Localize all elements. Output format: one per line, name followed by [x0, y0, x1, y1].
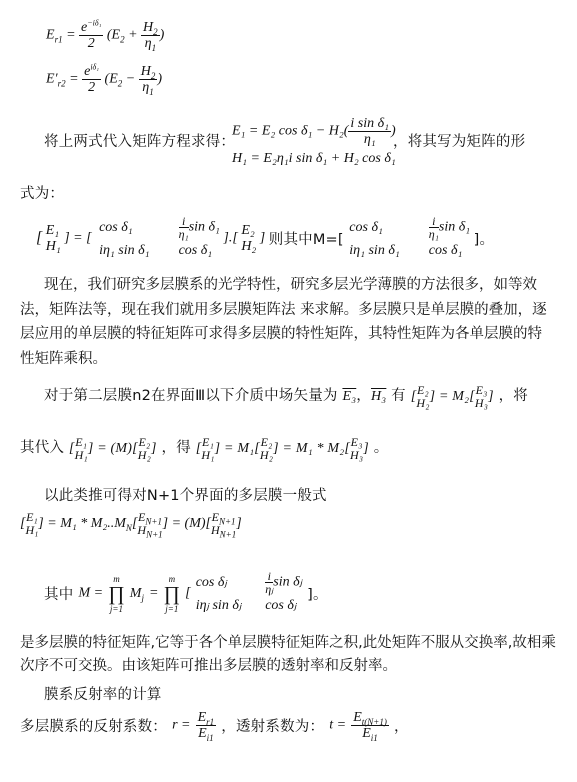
product-end: ]。 [307, 587, 328, 603]
eq: = M₁ [223, 441, 255, 457]
eq: = (M) [97, 441, 133, 457]
m21: iη₁ sin δ₁ [349, 243, 400, 258]
end-text: 。 [373, 440, 389, 457]
equation-h1: H₁ = E₂η₁i sin δ₁ + H₂ cos δ₁ [232, 151, 396, 166]
substitute-text-3: 式为： [20, 186, 65, 202]
sub: r1 [206, 716, 215, 727]
eq: = M₁ * M₂ [282, 441, 345, 457]
eq-fraction [82, 64, 101, 95]
top: E [211, 510, 219, 524]
m11: cos δ₁ [99, 219, 133, 235]
m12-num: i [181, 214, 186, 228]
eq-text: E₁ = E₂ cos δ₁ − H₂( [232, 123, 349, 139]
num: e [81, 20, 88, 35]
sub: 1 [151, 42, 157, 53]
mj-sub: j [141, 592, 144, 603]
lhs-vector [46, 223, 61, 255]
substitute-text: 将上两式代入矩阵方程求得： [44, 134, 236, 150]
den: 2 [87, 36, 95, 51]
vector-e3: E₃ [342, 389, 357, 405]
product-lhs: M = [78, 585, 104, 601]
den: E [362, 726, 371, 741]
sub2-text-2: ，得 [161, 440, 191, 457]
eq-lhs: E′ [46, 71, 58, 87]
matrix-text: 则其中M=[ [268, 232, 344, 248]
sub2-eq2: [ E₁ H₁ ] = M₁[ E₂ H₂ ] = M₁ * M₂[ E₃ H₃ ] [195, 435, 369, 462]
m22: cos δ₁ [178, 243, 213, 258]
eq-fraction-h [139, 64, 158, 95]
vec-top: E₁ [45, 222, 60, 238]
sub: 1 [149, 86, 154, 97]
sup: −iδ₁ [87, 18, 102, 28]
eq-fraction [79, 20, 103, 51]
eq-m2: = M₂ [438, 389, 470, 405]
equation-er1 [46, 20, 164, 51]
substitute-line-2 [20, 436, 388, 462]
vector-h3: H₃ [370, 389, 387, 405]
paren-open: (E [106, 27, 121, 43]
r-fraction [196, 710, 217, 741]
eq-fraction-h [141, 20, 160, 51]
substitute-text-2: ，将其写为矩阵的形 [393, 134, 526, 150]
den: E [198, 726, 207, 741]
bot: H [137, 523, 147, 537]
bracket-dot: ].[ [223, 230, 238, 246]
minus: − [122, 71, 139, 87]
sub: N [125, 523, 132, 534]
sub2-eq1: [ E₁ H₁ ] = (M)[ E₂ H₂ ] [68, 435, 157, 462]
den: η₁ [363, 132, 376, 147]
m12-den: η₁ [428, 227, 439, 241]
plus: + [124, 27, 142, 43]
num: E [197, 710, 207, 725]
m22: cos δⱼ [265, 598, 297, 613]
sub: 2 [120, 34, 125, 45]
m12-tail: sin δ₁ [188, 219, 220, 235]
paren-close: ) [157, 71, 163, 87]
bot: H [210, 523, 220, 537]
product-eq: 其中 M = m ∏ j=1 $M_j$ = m ∏ j=1 [ cos δⱼ $\frac{i}{\text{ηⱼ}}$ sin δⱼ iηⱼ sin δⱼ cos δⱼ ]。 [44, 570, 328, 617]
matrix-end: ]。 [473, 232, 495, 248]
has-text: 有 [391, 388, 406, 405]
second-layer-text: 对于第二层膜n2在界面Ⅲ以下介质中场矢量为 [44, 388, 338, 405]
num: i sin δ₁ [350, 116, 390, 131]
equation-er2 [46, 64, 162, 95]
num: H [140, 64, 151, 79]
general-text: 以此类推可得对N+1个界面的多层膜一般式 [44, 488, 327, 504]
matrix-mj [196, 570, 302, 617]
reflect-text: 多层膜系的反射系数： [20, 719, 167, 735]
sub: N+1 [219, 529, 237, 540]
m22: cos δ₁ [428, 243, 463, 258]
end-text: ， [393, 719, 409, 735]
product-sign-2: m ∏ j=1 [163, 573, 181, 614]
heading-reflect: 膜系反射率的计算 [44, 687, 162, 703]
end-text: ，将 [498, 388, 529, 405]
eq-sub: r2 [57, 78, 66, 89]
vec-bot: H₁ [45, 238, 61, 254]
prod-top: m [113, 573, 120, 584]
sub: 2 [150, 70, 156, 81]
paragraph-intro: 现在，我们研究多层膜系的光学特性，研究多层光学薄膜的方法很多，如等效法，矩阵法等，现在我们就用多层膜矩阵法 来求解。多层膜只是单层膜的叠加，逐层应用的单层膜的特征矩阵可求得多层膜的特性矩阵，其特性矩阵为各单层膜的特性矩阵乘积。 [20, 277, 547, 367]
m12-num: i [267, 569, 271, 583]
num: e [84, 64, 91, 79]
vec-bot: H₂ [241, 238, 257, 254]
rhs-vector [241, 223, 256, 255]
t-lhs: t = [329, 717, 347, 733]
paren-close: ) [159, 27, 165, 43]
sub: N+1 [218, 516, 236, 527]
transmit-text: ，透射系数为： [221, 719, 325, 735]
bracket-close: ] [259, 230, 266, 246]
eq: = M₁ * M₂..M [47, 516, 126, 532]
m12-tail: sin δ₁ [438, 219, 471, 235]
equation-e1 [232, 116, 396, 147]
num: E [353, 710, 362, 725]
sub: i1 [206, 732, 214, 743]
sub: N+1 [145, 516, 162, 527]
eq-lhs: E [46, 27, 55, 43]
matrix-m-2 [349, 215, 470, 262]
mj: M [129, 585, 142, 601]
eq-sign: = [66, 27, 76, 43]
eq-sign: = [69, 71, 79, 87]
m21: iη₁ sin δ₁ [99, 243, 150, 258]
paragraph-characteristic: 是多层膜的特征矩阵,它等于各个单层膜特征矩阵之积,此处矩阵不服从交换率,故相乘次序不可交换。由该矩阵可推出多层膜的透射率和反射率。 [20, 635, 556, 674]
product-sign: m ∏ j=1 [108, 573, 125, 614]
paren-close: ) [391, 123, 396, 139]
sub2-text: 其代入 [20, 440, 65, 457]
bracket-eq: ] = [ [64, 230, 92, 246]
eq: = (M) [171, 516, 206, 532]
matrix-m [99, 215, 220, 262]
second-layer-line [44, 384, 528, 410]
m21: iηⱼ sin δⱼ [195, 598, 242, 613]
den: 2 [88, 80, 96, 95]
num: H [143, 20, 154, 35]
sub: t(N+1) [361, 716, 387, 727]
paren-open: (E [104, 71, 118, 87]
sub: 2 [153, 26, 158, 37]
m12-num: i [432, 214, 436, 228]
m12-den: η₁ [178, 227, 189, 241]
sub: N+1 [146, 529, 163, 540]
eq-sub: r1 [54, 34, 63, 45]
t-fraction [351, 710, 389, 741]
vec-top: E₂ [241, 222, 255, 238]
m11: cos δ₁ [349, 219, 383, 235]
prod-top: m [168, 573, 176, 584]
m12-tail: sin δⱼ [273, 574, 303, 590]
m12-den: ηⱼ [265, 582, 274, 596]
reflect-line [20, 710, 409, 741]
sep: ， [356, 388, 371, 405]
product-label: 其中 [44, 587, 74, 603]
general-eq: [ E₁ H₁ ] = $M_1 * M_2..M_N$[ $E_{N+1}$ $H_{N+1}$ ] = (M)[ $E_{N+1}$ $H_{N+1}$ ] [20, 510, 242, 540]
den: η [142, 80, 150, 95]
sub: 2 [117, 78, 123, 89]
sup: iδ₁ [90, 62, 100, 72]
m11: cos δⱼ [195, 574, 227, 590]
r-lhs: r = [172, 717, 191, 733]
den: η [144, 36, 152, 51]
sub: i1 [370, 732, 378, 743]
top: E [138, 510, 146, 524]
prod-bot: j=1 [165, 603, 179, 614]
matrix-equation [36, 215, 494, 263]
prod-bot: j=1 [109, 603, 123, 614]
second-eq: [ E₂ H₂ ] = M₂[ E₃ H₃ ] [410, 383, 494, 410]
eq: = [149, 585, 159, 601]
bracket-open: [ [36, 229, 43, 247]
